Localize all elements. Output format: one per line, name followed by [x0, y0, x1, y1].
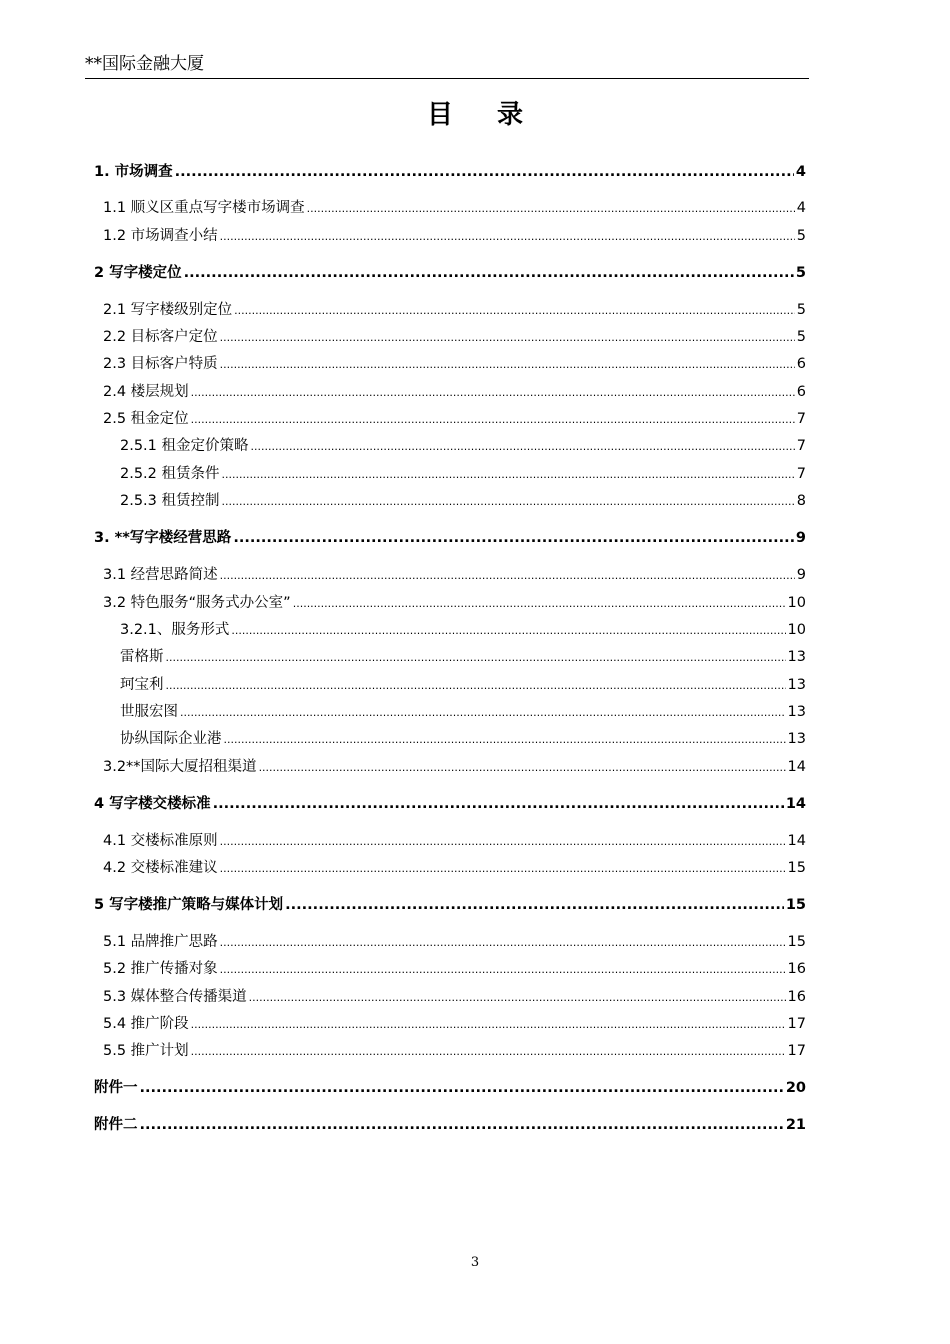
- toc-entry-page: 20: [785, 1080, 806, 1096]
- toc-leader-dots: [220, 831, 786, 853]
- toc-entry[interactable]: [103, 1040, 806, 1062]
- toc-entry-label: 2.5.2 租赁条件: [120, 466, 220, 482]
- header-title: **国际金融大厦: [85, 54, 204, 74]
- toc-entry[interactable]: [94, 1114, 806, 1136]
- toc-entry[interactable]: [103, 326, 806, 348]
- page-number: 3: [470, 1255, 480, 1270]
- toc-leader-dots: [140, 1114, 784, 1136]
- page-header: [85, 52, 809, 79]
- toc-entry-page: 14: [785, 796, 806, 812]
- toc-entry-page: 9: [796, 567, 806, 583]
- toc-entry-label: 5.4 推广阶段: [103, 1016, 189, 1032]
- toc-title: 目录: [426, 100, 567, 130]
- toc-entry[interactable]: [120, 728, 806, 750]
- toc-entry-page: 13: [787, 704, 806, 720]
- toc-entry-page: 17: [787, 1043, 806, 1059]
- toc-entry-label: 2.4 楼层规划: [103, 384, 189, 400]
- toc-entry-page: 7: [796, 466, 806, 482]
- toc-entry-label: 3. **写字楼经营思路: [94, 530, 232, 546]
- toc-entry-label: 2.3 目标客户特质: [103, 356, 218, 372]
- toc-entry-label: 5.3 媒体整合传播渠道: [103, 989, 247, 1005]
- toc-entry[interactable]: [103, 225, 806, 247]
- toc-leader-dots: [285, 894, 784, 916]
- toc-leader-dots: [184, 262, 794, 284]
- toc-entry[interactable]: [103, 592, 806, 614]
- toc-entry-page: 14: [787, 833, 806, 849]
- toc-entry-page: 5: [796, 302, 806, 318]
- toc-entry[interactable]: [103, 381, 806, 403]
- toc-entry[interactable]: [94, 1077, 806, 1099]
- toc-entry[interactable]: [120, 619, 806, 641]
- toc-leader-dots: [222, 491, 795, 513]
- toc-entry-label: 附件一: [94, 1080, 138, 1096]
- toc-entry-label: 协纵国际企业港: [120, 731, 222, 747]
- toc-entry-label: 2.1 写字楼级别定位: [103, 302, 233, 318]
- toc-entry[interactable]: [94, 161, 806, 183]
- toc-entry-page: 6: [796, 356, 806, 372]
- toc-entry[interactable]: [103, 197, 806, 219]
- toc-entry-page: 9: [795, 530, 806, 546]
- toc-entry-label: 5.5 推广计划: [103, 1043, 189, 1059]
- toc-leader-dots: [293, 593, 786, 615]
- toc-leader-dots: [213, 793, 784, 815]
- toc-entry[interactable]: [94, 262, 806, 284]
- toc-entry-page: 16: [787, 989, 806, 1005]
- toc-entry-label: 雷格斯: [120, 649, 164, 665]
- toc-entry-page: 5: [796, 228, 806, 244]
- toc-entry-label: 3.2 特色服务“服务式办公室”: [103, 595, 291, 611]
- toc-leader-dots: [251, 436, 795, 458]
- toc-leader-dots: [249, 987, 786, 1009]
- toc-entry-label: 5.2 推广传播对象: [103, 961, 218, 977]
- toc-leader-dots: [220, 858, 786, 880]
- toc-entry-page: 7: [796, 411, 806, 427]
- toc-entry-label: 世服宏图: [120, 704, 178, 720]
- toc-entry-page: 15: [785, 897, 806, 913]
- toc-entry-label: 附件二: [94, 1117, 138, 1133]
- toc-entry-label: 2 写字楼定位: [94, 265, 182, 281]
- toc-entry-page: 7: [796, 438, 806, 454]
- toc-entry-label: 5 写字楼推广策略与媒体计划: [94, 897, 284, 913]
- toc-entry-label: 2.5.1 租金定价策略: [120, 438, 249, 454]
- toc-leader-dots: [175, 161, 794, 183]
- toc-entry[interactable]: [103, 564, 806, 586]
- toc-entry-label: 4 写字楼交楼标准: [94, 796, 211, 812]
- toc-leader-dots: [222, 464, 795, 486]
- toc-entry-label: 1.1 顺义区重点写字楼市场调查: [103, 200, 305, 216]
- toc-leader-dots: [233, 527, 794, 549]
- toc-entry[interactable]: [103, 353, 806, 375]
- toc-entry-label: 3.1 经营思路简述: [103, 567, 218, 583]
- toc-leader-dots: [140, 1077, 784, 1099]
- toc-entry[interactable]: [94, 793, 806, 815]
- toc-entry[interactable]: [120, 646, 806, 668]
- toc-leader-dots: [166, 647, 786, 669]
- toc-entry-label: 4.2 交楼标准建议: [103, 860, 218, 876]
- toc-entry-label: 1. 市场调查: [94, 164, 173, 180]
- toc-entry-label: 2.2 目标客户定位: [103, 329, 218, 345]
- toc-leader-dots: [220, 959, 786, 981]
- toc-entry-label: 3.2.1、服务形式: [120, 622, 230, 638]
- toc-entry[interactable]: [103, 830, 806, 852]
- toc-entry[interactable]: [103, 931, 806, 953]
- toc-entry[interactable]: [103, 299, 806, 321]
- toc-entry-label: 2.5 租金定位: [103, 411, 189, 427]
- toc-entry-page: 14: [787, 759, 806, 775]
- toc-leader-dots: [307, 198, 795, 220]
- toc-entry-page: 15: [787, 934, 806, 950]
- toc-entry[interactable]: [120, 701, 806, 723]
- toc-entry-page: 16: [787, 961, 806, 977]
- toc-entry[interactable]: [120, 435, 806, 457]
- toc-entry[interactable]: [103, 958, 806, 980]
- toc-entry[interactable]: [103, 986, 806, 1008]
- toc-entry-label: 1.2 市场调查小结: [103, 228, 218, 244]
- toc-entry-page: 8: [796, 493, 806, 509]
- toc-entry[interactable]: [94, 527, 806, 549]
- toc-entry-label: 2.5.3 租赁控制: [120, 493, 220, 509]
- toc-entry-label: 3.2**国际大厦招租渠道: [103, 759, 257, 775]
- toc-leader-dots: [166, 675, 786, 697]
- toc-entry-page: 15: [787, 860, 806, 876]
- toc-entry-label: 4.1 交楼标准原则: [103, 833, 218, 849]
- toc-leader-dots: [234, 300, 795, 322]
- toc-leader-dots: [231, 620, 785, 642]
- toc-leader-dots: [191, 1041, 786, 1063]
- toc-leader-dots: [259, 757, 786, 779]
- toc-leader-dots: [220, 932, 786, 954]
- toc-entry[interactable]: [120, 674, 806, 696]
- toc-entry-page: 21: [785, 1117, 806, 1133]
- toc-leader-dots: [220, 226, 795, 248]
- toc-leader-dots: [191, 1014, 786, 1036]
- toc-entry-page: 4: [796, 200, 806, 216]
- toc-leader-dots: [191, 409, 795, 431]
- toc-entry-page: 10: [787, 622, 806, 638]
- toc-leader-dots: [224, 729, 786, 751]
- toc-leader-dots: [220, 327, 795, 349]
- toc-entry[interactable]: [103, 408, 806, 430]
- toc-entry-page: 13: [787, 731, 806, 747]
- toc-entry[interactable]: [103, 1013, 806, 1035]
- toc-entry[interactable]: [94, 894, 806, 916]
- toc-entry-page: 4: [795, 164, 806, 180]
- toc-entry-label: 珂宝利: [120, 677, 164, 693]
- toc-entry-label: 5.1 品牌推广思路: [103, 934, 218, 950]
- toc-entry-page: 5: [795, 265, 806, 281]
- toc-entry-page: 6: [796, 384, 806, 400]
- toc-entry-page: 10: [787, 595, 806, 611]
- toc-entry-page: 5: [796, 329, 806, 345]
- toc-entry[interactable]: [120, 463, 806, 485]
- toc-leader-dots: [180, 702, 786, 724]
- toc-entry-page: 13: [787, 677, 806, 693]
- toc-entry[interactable]: [103, 756, 806, 778]
- toc-entry[interactable]: [120, 490, 806, 512]
- toc-entry-page: 13: [787, 649, 806, 665]
- toc-leader-dots: [191, 382, 795, 404]
- toc-leader-dots: [220, 354, 795, 376]
- toc-entry[interactable]: [103, 857, 806, 879]
- toc-leader-dots: [220, 565, 795, 587]
- toc-entry-page: 17: [787, 1016, 806, 1032]
